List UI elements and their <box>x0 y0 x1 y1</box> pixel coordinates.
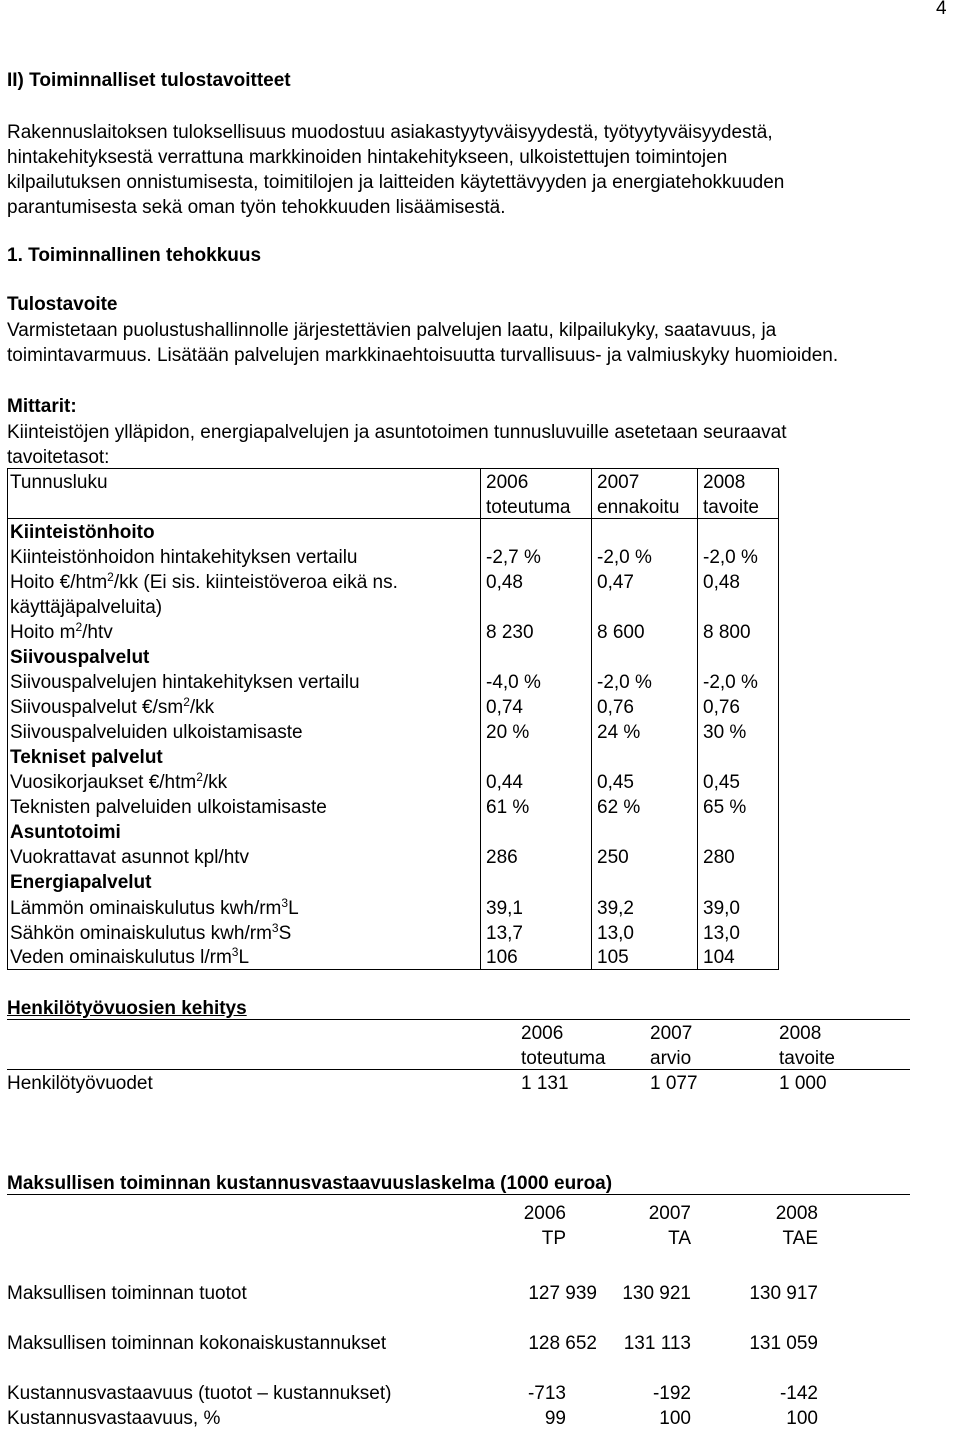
table-cell: 0,45 <box>703 772 740 793</box>
cost-header-sub: TAE <box>782 1228 818 1249</box>
table-col-divider <box>591 468 592 970</box>
cost-header-sub: TP <box>541 1228 566 1249</box>
table-cell: -2,0 % <box>597 547 652 568</box>
cost-title: Maksullisen toiminnan kustannusvastaavuuslaskelma (1000 euroa) <box>7 1173 613 1194</box>
section-title: II) Toiminnalliset tulostavoitteet <box>7 70 291 91</box>
table-cell: 250 <box>597 847 629 868</box>
table-cell: 62 % <box>597 797 641 818</box>
table-col-divider <box>480 468 481 970</box>
intro-line: parantumisesta sekä oman työn tehokkuuden lisäämisestä. <box>7 197 506 218</box>
cost-cell: -713 <box>527 1383 566 1404</box>
table-row-label: Veden ominaiskulutus $l/rm^3L$ <box>10 945 250 968</box>
table-cell: 0,44 <box>486 772 523 793</box>
table-border-right <box>778 468 779 970</box>
table-cell: 104 <box>703 947 735 968</box>
table-cell: 280 <box>703 847 735 868</box>
cost-row-label: Maksullisen toiminnan tuotot <box>7 1283 247 1304</box>
table-cell: 286 <box>486 847 518 868</box>
table-row-label: Teknisten palveluiden ulkoistamisaste <box>10 797 327 818</box>
cost-cell: 131 113 <box>623 1333 691 1354</box>
table-cell: 24 % <box>597 722 641 743</box>
table-cell: 20 % <box>486 722 530 743</box>
goal-line: Varmistetaan puolustushallinnolle järjestettävien palvelujen laatu, kilpailukyky, saatavuus, ja <box>7 320 777 341</box>
goal-line: toimintavarmuus. Lisätään palvelujen markkinaehtoisuutta turvallisuus- ja valmiuskyky huomioiden. <box>7 345 839 366</box>
table-cell: 8 800 <box>703 622 751 643</box>
table-cell: 0,74 <box>486 697 523 718</box>
table-cell: 105 <box>597 947 629 968</box>
cost-cell: 131 059 <box>749 1333 818 1354</box>
personnel-header-sub: tavoite <box>779 1048 835 1069</box>
table-cell: -2,7 % <box>486 547 541 568</box>
table-cell: 30 % <box>703 722 747 743</box>
table-row-label: Vuokrattavat asunnot kpl/htv <box>10 847 250 868</box>
metrics-line: tavoitetasot: <box>7 447 110 468</box>
subsection-title: 1. Toiminnallinen tehokkuus <box>7 245 262 266</box>
table-cell: 61 % <box>486 797 530 818</box>
table-section-heading: Siivouspalvelut <box>10 647 150 668</box>
table-cell: 0,48 <box>703 572 740 593</box>
table-cell: 13,0 <box>703 923 740 944</box>
table-cell: 13,0 <box>597 923 634 944</box>
personnel-cell: 1 077 <box>650 1073 698 1094</box>
table-row-label: Vuosikorjaukset €/htm$^2$/kk <box>10 770 228 793</box>
table-section-heading: Kiinteistönhoito <box>10 522 155 543</box>
table-header-year: 2006 <box>486 472 529 493</box>
table-row-label: Sähkön ominaiskulutus kwh/$rm^3S$ <box>10 921 292 944</box>
table-border-left <box>7 468 8 970</box>
table-col-divider <box>697 468 698 970</box>
personnel-header-year: 2006 <box>521 1023 564 1044</box>
table-row-label: Siivouspalvelujen hintakehityksen vertailu <box>10 672 360 693</box>
table-cell: -2,0 % <box>703 672 758 693</box>
table-cell: 39,2 <box>597 898 634 919</box>
table-cell: 0,48 <box>486 572 523 593</box>
personnel-header-year: 2008 <box>779 1023 822 1044</box>
table-header-sub: ennakoitu <box>597 497 680 518</box>
table-header-year: 2007 <box>597 472 640 493</box>
table-cell: 0,45 <box>597 772 634 793</box>
cost-cell: 100 <box>659 1408 691 1429</box>
table-cell: 106 <box>486 947 518 968</box>
page-number: 4 <box>936 0 947 19</box>
cost-row-label: Kustannusvastaavuus, % <box>7 1408 221 1429</box>
table-row-label-cont: käyttäjäpalveluita) <box>10 597 163 618</box>
personnel-title: Henkilötyövuosien kehitys <box>7 998 247 1019</box>
table-row-label: Hoito €/htm$^2$/kk (Ei sis. kiinteistöveroa eikä ns. <box>10 570 398 593</box>
table-row-label: Hoito $m^2$/htv <box>10 620 113 643</box>
table-cell: 13,7 <box>486 923 523 944</box>
table-header-sub: toteutuma <box>486 497 571 518</box>
cost-row-label: Kustannusvastaavuus (tuotot – kustannukset) <box>7 1383 392 1404</box>
table-cell: -2,0 % <box>597 672 652 693</box>
table-row-label: Siivouspalveluiden ulkoistamisaste <box>10 722 303 743</box>
cost-header-sub: TA <box>668 1228 691 1249</box>
cost-row-label: Maksullisen toiminnan kokonaiskustannukset <box>7 1333 387 1354</box>
metrics-label: Mittarit: <box>7 396 77 417</box>
table-cell: -2,0 % <box>703 547 758 568</box>
personnel-header-sub: toteutuma <box>521 1048 606 1069</box>
intro-line: hintakehityksestä verrattuna markkinoiden hintakehitykseen, ulkoistettujen toimintojen <box>7 147 728 168</box>
table-section-heading: Energiapalvelut <box>10 872 152 893</box>
table-cell: 0,76 <box>703 697 740 718</box>
table-section-heading: Tekniset palvelut <box>10 747 163 768</box>
personnel-header-sub: arvio <box>650 1048 692 1069</box>
table-cell: 39,1 <box>486 898 523 919</box>
goal-label: Tulostavoite <box>7 294 118 315</box>
table-cell: -4,0 % <box>486 672 541 693</box>
table-cell: 65 % <box>703 797 747 818</box>
cost-header-year: 2006 <box>523 1203 566 1224</box>
table-row-label: Kiinteistönhoidon hintakehityksen vertailu <box>10 547 358 568</box>
personnel-row-label: Henkilötyövuodet <box>7 1073 153 1094</box>
personnel-cell: 1 000 <box>779 1073 827 1094</box>
cost-cell: 127 939 <box>528 1283 597 1304</box>
metrics-line: Kiinteistöjen ylläpidon, energiapalvelujen ja asuntotoimen tunnusluvuille asetetaan seuraavat <box>7 422 787 443</box>
cost-title-rule <box>7 1194 910 1195</box>
intro-line: kilpailutuksen onnistumisesta, toimitilojen ja laitteiden käytettävyyden ja energiatehokkuuden <box>7 172 785 193</box>
table-header-sub: tavoite <box>703 497 759 518</box>
table-cell: 8 230 <box>486 622 534 643</box>
cost-cell: -192 <box>652 1383 691 1404</box>
personnel-cell: 1 131 <box>521 1073 569 1094</box>
intro-line: Rakennuslaitoksen tuloksellisuus muodostuu asiakastyytyväisyydestä, työtyytyväisyydestä, <box>7 122 773 143</box>
cost-cell: 130 921 <box>622 1283 691 1304</box>
cost-cell: 99 <box>544 1408 566 1429</box>
personnel-header-year: 2007 <box>650 1023 693 1044</box>
table-row-label: Siivouspalvelut $€/sm^2/kk$ <box>10 695 215 718</box>
table-cell: 0,76 <box>597 697 634 718</box>
cost-cell: 128 652 <box>528 1333 597 1354</box>
cost-header-year: 2008 <box>775 1203 818 1224</box>
table-border-top <box>7 468 779 469</box>
table-cell: 8 600 <box>597 622 645 643</box>
cost-cell: 100 <box>786 1408 818 1429</box>
table-header-label: Tunnusluku <box>10 472 108 493</box>
table-row-label: Lämmön ominaiskulutus kwh/$rm^3L$ <box>10 896 299 919</box>
cost-cell: 130 917 <box>749 1283 818 1304</box>
table-cell: 39,0 <box>703 898 740 919</box>
table-header-year: 2008 <box>703 472 746 493</box>
personnel-top-rule <box>7 1019 910 1020</box>
personnel-header-rule <box>7 1069 910 1070</box>
table-section-heading: Asuntotoimi <box>10 822 121 843</box>
cost-header-year: 2007 <box>648 1203 691 1224</box>
cost-cell: -142 <box>779 1383 818 1404</box>
table-cell: 0,47 <box>597 572 634 593</box>
